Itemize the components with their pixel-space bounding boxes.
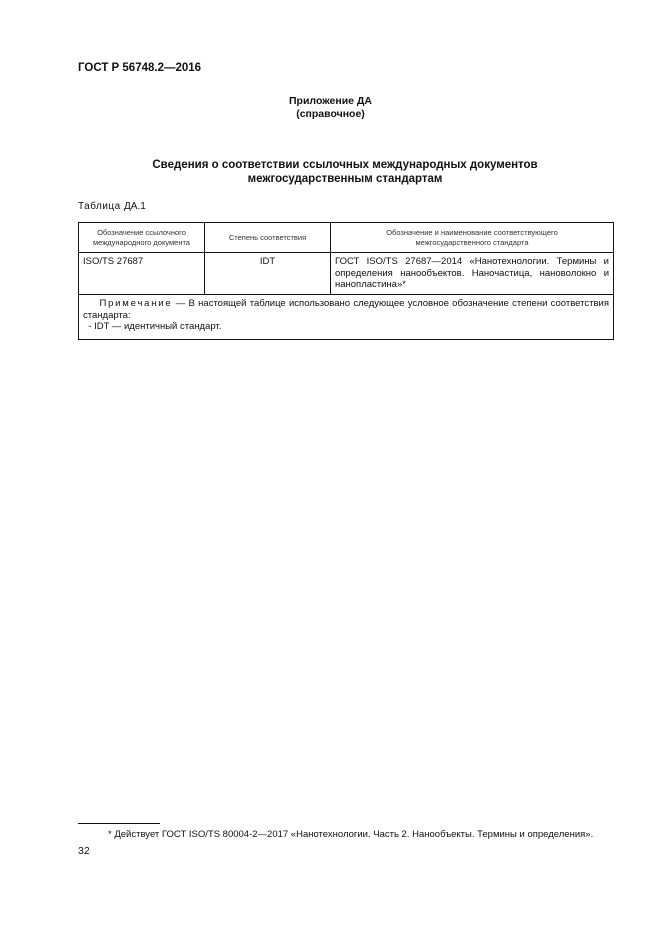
note-body: — В настоящей таблице использовано следующее условное обозначение степени соответствия стандарта:: [83, 298, 609, 321]
header-cell-ref-doc: [79, 223, 205, 253]
section-heading-line1: Сведения о соответствии ссылочных международных документов: [152, 159, 538, 171]
annex-title: [0, 95, 661, 121]
footnote: * Действует ГОСТ ISO/TS 80004-2—2017 «Нанотехнологии. Часть 2. Нанообъекты. Термины и определения».: [108, 829, 594, 840]
note-item-text: - IDT — идентичный стандарт.: [88, 321, 222, 332]
section-heading-line2: межгосударственным стандартам: [247, 173, 443, 185]
table-caption-label: Таблица: [78, 201, 121, 212]
footnote-divider: [78, 823, 160, 824]
header-cell-standard: [331, 223, 614, 253]
section-heading: [0, 158, 661, 186]
header-text: международного документа: [93, 237, 190, 247]
header-cell-degree: [205, 223, 331, 253]
table-caption: [78, 201, 146, 212]
header-text: Обозначение и наименование соответствующего: [386, 227, 558, 237]
header-text: Обозначение ссылочного: [97, 227, 186, 237]
document-code: ГОСТ Р 56748.2—2016: [78, 62, 202, 74]
reference-table: [78, 222, 614, 340]
table-caption-number: ДА.1: [124, 201, 146, 212]
table-note-row: [79, 295, 614, 340]
cell-degree: IDT: [205, 253, 331, 295]
annex-subtitle: (справочное): [296, 108, 365, 120]
table-note: [79, 295, 614, 340]
note-item: [83, 321, 609, 333]
cell-standard: ГОСТ ISO/TS 27687—2014 «Нанотехнологии. Термины и определения нанообъектов. Наночастица, нановолокно и нанопластина»*: [331, 253, 614, 295]
page-number: 32: [78, 845, 90, 857]
table-header-row: [79, 223, 614, 253]
cell-ref-doc: ISO/TS 27687: [79, 253, 205, 295]
header-text: межгосударственного стандарта: [415, 237, 529, 247]
note-text: [83, 298, 609, 321]
table-row: [79, 253, 614, 295]
annex-title-line: Приложение ДА: [289, 95, 372, 107]
note-label: Примечание: [99, 298, 173, 309]
header-text: Степень соответствия: [228, 232, 307, 242]
